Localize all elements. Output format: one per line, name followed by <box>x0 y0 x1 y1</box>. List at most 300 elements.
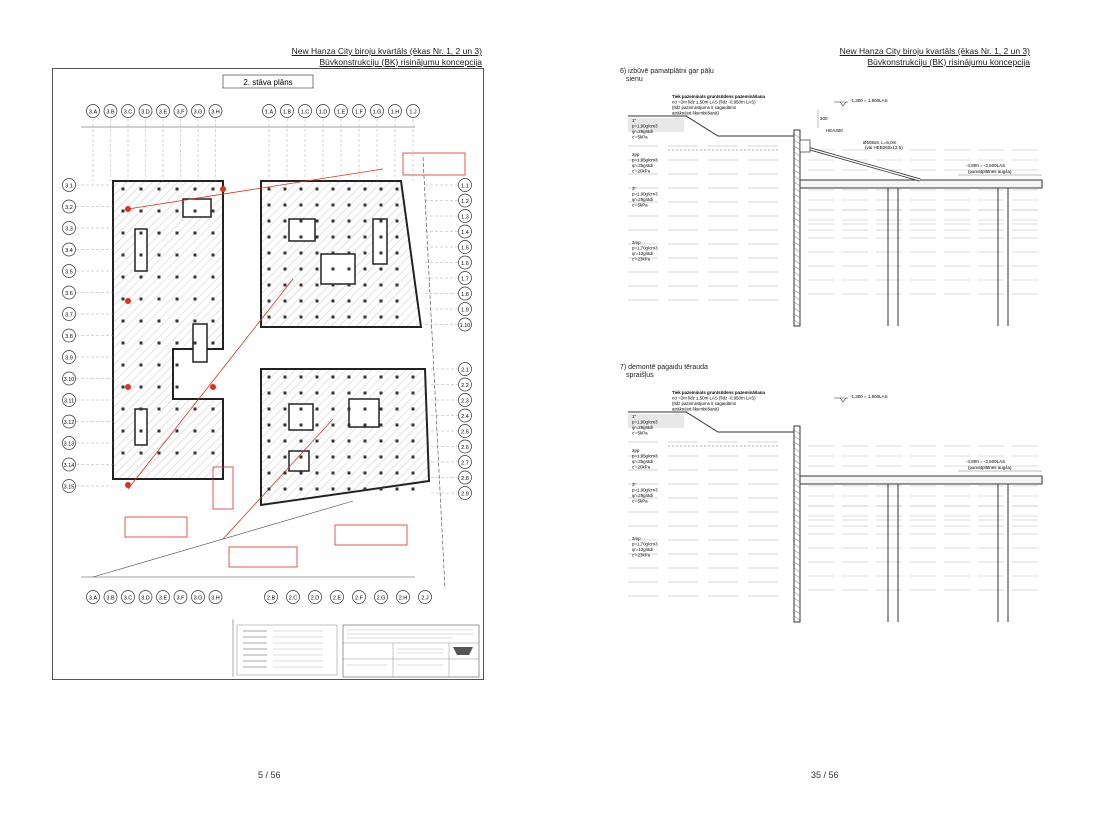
axis-label: 1.9 <box>461 307 469 314</box>
soil-layer-label: p=1,90g/cm3 <box>632 191 658 197</box>
column <box>332 392 335 395</box>
column <box>194 254 197 257</box>
column <box>316 472 319 475</box>
column <box>212 298 215 301</box>
column <box>396 188 399 191</box>
column <box>332 268 335 271</box>
column <box>380 456 383 459</box>
column <box>158 320 161 323</box>
axis-label: 3.H <box>211 109 220 116</box>
column <box>380 268 383 271</box>
soil-layer-label: φ'=29grādi <box>632 129 653 134</box>
column <box>284 188 287 191</box>
column <box>316 392 319 395</box>
soil-layer-label: c'=20kPa <box>632 168 651 174</box>
axis-label: 2.6 <box>461 444 469 451</box>
column <box>284 236 287 239</box>
axis-label: 2.2 <box>461 382 469 389</box>
column <box>332 188 335 191</box>
axis-label: 3.E <box>158 595 168 602</box>
header-line-1: New Hanza City biroju kvartāls (ēkas Nr. 1, 2 un 3) <box>291 46 482 56</box>
column <box>396 472 399 475</box>
axis-label: 3.G <box>193 109 203 116</box>
column <box>268 300 271 303</box>
column <box>158 364 161 367</box>
column <box>348 268 351 271</box>
column <box>412 392 415 395</box>
column <box>284 252 287 255</box>
axis-label: 3.11 <box>63 398 75 405</box>
column <box>268 284 271 287</box>
axis-label: 1.7 <box>461 276 469 283</box>
column <box>412 472 415 475</box>
axis-label: 3.4 <box>65 247 73 254</box>
column <box>140 386 143 389</box>
column <box>194 430 197 433</box>
column <box>158 430 161 433</box>
column <box>176 188 179 191</box>
axis-bubble <box>353 591 366 604</box>
axis-bubble <box>287 591 300 604</box>
axis-label: 3.10 <box>63 376 75 383</box>
soil-layer-label: 3mp <box>632 536 641 541</box>
soil-layer-label: p=1,70g/cm3 <box>632 541 658 547</box>
column <box>300 392 303 395</box>
column <box>380 392 383 395</box>
axis-bubble <box>389 105 402 118</box>
column <box>316 300 319 303</box>
column <box>300 220 303 223</box>
axis-label: 3.1 <box>65 183 73 190</box>
soil-layer-label: 2pp <box>632 152 640 157</box>
section-6-drawing <box>608 80 1048 330</box>
axis-bubble <box>122 591 135 604</box>
axis-bubble <box>139 591 152 604</box>
column <box>268 488 271 491</box>
column <box>268 456 271 459</box>
column <box>348 220 351 223</box>
axis-bubble <box>192 591 205 604</box>
axis-bubble <box>63 222 76 235</box>
column <box>284 392 287 395</box>
column <box>122 188 125 191</box>
column <box>176 386 179 389</box>
axis-label: 1.F <box>355 109 363 116</box>
axis-label: 3.G <box>193 595 203 602</box>
column <box>284 220 287 223</box>
legend <box>237 625 337 675</box>
axis-label: 3.A <box>88 595 98 602</box>
column <box>122 298 125 301</box>
axis-bubble <box>459 409 472 422</box>
axis-label: 3.6 <box>65 290 73 297</box>
axis-bubble <box>157 591 170 604</box>
column <box>212 342 215 345</box>
axis-label: 2.F <box>355 595 363 602</box>
column <box>396 220 399 223</box>
column <box>300 252 303 255</box>
column <box>332 204 335 207</box>
column <box>332 220 335 223</box>
soil-layer-label: c'=23kPa <box>632 552 651 558</box>
axis-label: 1.H <box>390 109 400 116</box>
axis-bubble <box>63 351 76 364</box>
axis-bubble <box>459 363 472 376</box>
column <box>140 452 143 455</box>
column <box>176 320 179 323</box>
column <box>176 430 179 433</box>
groundwater-note: (līdz pazeminājums ir sagaidāms <box>672 401 736 406</box>
column <box>194 452 197 455</box>
column <box>380 376 383 379</box>
note-box <box>335 525 407 545</box>
column <box>268 392 271 395</box>
column <box>268 236 271 239</box>
column <box>364 392 367 395</box>
axis-label: 3.H <box>211 595 220 602</box>
column <box>300 284 303 287</box>
axis-label: 2.G <box>376 595 386 602</box>
column <box>194 276 197 279</box>
axis-label: 1.1 <box>461 183 469 190</box>
column <box>348 316 351 319</box>
axis-bubble <box>459 394 472 407</box>
axis-bubble <box>63 200 76 213</box>
column <box>268 408 271 411</box>
column <box>396 236 399 239</box>
dimension-label: 300 <box>820 116 828 121</box>
marker <box>125 384 131 390</box>
axis-bubble <box>459 378 472 391</box>
column <box>300 300 303 303</box>
axis-label: 2.H <box>398 595 408 602</box>
axis-bubble <box>192 105 205 118</box>
column <box>140 364 143 367</box>
section-7-title-line-1: 7) demontē pagaidu tērauda <box>620 364 708 371</box>
axis-bubble <box>63 437 76 450</box>
core <box>289 451 309 471</box>
column <box>140 342 143 345</box>
column <box>212 254 215 257</box>
column <box>194 408 197 411</box>
column <box>380 220 383 223</box>
column <box>380 440 383 443</box>
column <box>158 232 161 235</box>
axis-bubble <box>331 591 344 604</box>
soil-layer-label: 1" <box>632 118 637 123</box>
note-box <box>229 547 297 567</box>
level-bottom-label: -4,800 = -3,600LAS <box>966 163 1006 168</box>
column <box>268 252 271 255</box>
header-line-2: Būvkonstrukciju (BK) risinājumu koncepcija <box>867 56 1030 67</box>
level-bottom-label: -4,800 = -3,600LAS <box>966 459 1006 464</box>
column <box>348 252 351 255</box>
axis-label: 3.F <box>176 109 185 116</box>
column <box>194 298 197 301</box>
axis-bubble <box>353 105 366 118</box>
soil-layer-label: p=1,95g/cm3 <box>632 157 658 163</box>
column <box>284 408 287 411</box>
soil-layer-label: p=1,90g/cm3 <box>632 123 658 129</box>
section-6-title-line-2: sienu <box>626 76 643 83</box>
column <box>348 188 351 191</box>
axis-label: 3.3 <box>65 226 73 233</box>
column <box>140 254 143 257</box>
axis-bubble <box>407 105 420 118</box>
column <box>348 440 351 443</box>
column <box>158 452 161 455</box>
note-box <box>403 153 465 175</box>
column <box>284 316 287 319</box>
column <box>396 284 399 287</box>
column <box>396 204 399 207</box>
axis-label: 1.6 <box>461 260 469 267</box>
column <box>396 392 399 395</box>
axis-label: 3.D <box>141 109 150 116</box>
page-number: 5 / 56 <box>258 770 281 780</box>
column <box>284 488 287 491</box>
axis-bubble <box>375 591 388 604</box>
axis-bubble <box>459 272 472 285</box>
level-bottom-label: (pamatplātnes augša) <box>968 465 1012 470</box>
axis-bubble <box>459 318 472 331</box>
column <box>300 408 303 411</box>
column <box>140 408 143 411</box>
marker <box>210 384 216 390</box>
column <box>212 210 215 213</box>
soil-layer-label: 2pp <box>632 448 640 453</box>
axis-bubble <box>459 194 472 207</box>
column <box>300 316 303 319</box>
groundwater-note: Tiek pazeminats gruntsūdens pazemināšana <box>672 94 765 99</box>
column <box>176 408 179 411</box>
column <box>348 236 351 239</box>
column <box>332 376 335 379</box>
column <box>284 284 287 287</box>
column <box>212 452 215 455</box>
column <box>194 232 197 235</box>
column <box>140 430 143 433</box>
column <box>364 268 367 271</box>
column <box>268 204 271 207</box>
column <box>176 232 179 235</box>
floor-plan-drawing <box>52 68 484 680</box>
column <box>284 376 287 379</box>
column <box>332 284 335 287</box>
axis-bubble <box>397 591 410 604</box>
column <box>396 424 399 427</box>
column <box>332 488 335 491</box>
axis-bubble <box>139 105 152 118</box>
column <box>380 284 383 287</box>
axis-bubble <box>87 105 100 118</box>
axis-bubble <box>459 210 472 223</box>
column <box>332 472 335 475</box>
axis-bubble <box>317 105 330 118</box>
header-line-1: New Hanza City biroju kvartāls (ēkas Nr. 1, 2 un 3) <box>839 46 1030 56</box>
axis-bubble <box>419 591 432 604</box>
foundation-slab <box>800 476 1042 484</box>
axis-label: 2.B <box>266 595 276 602</box>
soil-layer-label: c'=5kPa <box>632 202 648 208</box>
column <box>300 456 303 459</box>
column <box>396 252 399 255</box>
axis-label: 3.C <box>123 109 133 116</box>
column <box>176 210 179 213</box>
column <box>176 254 179 257</box>
axis-label: 2.C <box>288 595 298 602</box>
axis-bubble <box>104 591 117 604</box>
column <box>364 316 367 319</box>
column <box>364 472 367 475</box>
axis-bubble <box>263 105 276 118</box>
building-2-slab <box>261 369 429 505</box>
column <box>396 300 399 303</box>
column <box>122 342 125 345</box>
floor-plan-svg <box>53 69 483 679</box>
column <box>316 440 319 443</box>
soil-layer-label: φ'=12grādi <box>632 251 653 256</box>
column <box>380 316 383 319</box>
column <box>364 440 367 443</box>
axis-bubble <box>104 105 117 118</box>
axis-bubble <box>459 179 472 192</box>
column <box>176 342 179 345</box>
axis-bubble <box>174 105 187 118</box>
soil-layer-label: 1" <box>632 414 637 419</box>
column <box>348 488 351 491</box>
column <box>316 220 319 223</box>
column <box>364 236 367 239</box>
column <box>300 440 303 443</box>
level-bottom-label: (pamatplātnes augša) <box>968 169 1012 174</box>
axis-label: 2.7 <box>461 460 469 467</box>
core <box>183 199 211 217</box>
axis-label: 1.G <box>372 109 382 116</box>
column <box>380 408 383 411</box>
column <box>380 188 383 191</box>
column <box>364 204 367 207</box>
column <box>332 252 335 255</box>
column <box>140 276 143 279</box>
column <box>348 456 351 459</box>
axis-bubble <box>209 591 222 604</box>
column <box>194 320 197 323</box>
column <box>316 284 319 287</box>
marker <box>125 298 131 304</box>
column <box>212 408 215 411</box>
axis-label: 3.9 <box>65 355 73 362</box>
column <box>122 210 125 213</box>
axis-bubble <box>459 225 472 238</box>
column <box>158 386 161 389</box>
level-top-label: -1,300 = 1,900LAS <box>850 98 888 103</box>
axis-label: 2.E <box>332 595 342 602</box>
axis-label: 2.4 <box>461 413 469 420</box>
note-box <box>125 517 187 537</box>
axis-bubble <box>63 286 76 299</box>
section-6-title-line-1: 6) izbūvē pamatplātni gar pāļu <box>620 68 714 75</box>
title-block <box>343 625 479 677</box>
axis-label: 2.D <box>310 595 320 602</box>
axis-label: 1.3 <box>461 214 469 221</box>
axis-bubble <box>63 308 76 321</box>
core <box>373 219 387 264</box>
axis-bubble <box>63 329 76 342</box>
column <box>300 236 303 239</box>
axis-label: 2.J <box>421 595 429 602</box>
strut-label: Ø508x9, L=6,0m <box>863 140 897 145</box>
column <box>158 408 161 411</box>
soil-layer-label: c'=5kPa <box>632 498 648 504</box>
column <box>176 452 179 455</box>
axis-bubble <box>157 105 170 118</box>
soil-layer-label: c'=20kPa <box>632 464 651 470</box>
strut-label: (vai HEB260x12.5) <box>865 145 903 150</box>
column <box>316 188 319 191</box>
soil-layer-label: φ'=29grādi <box>632 197 653 202</box>
column <box>412 408 415 411</box>
soil-layer-label: φ'=29grādi <box>632 425 653 430</box>
axis-label: 3.15 <box>63 484 75 491</box>
column <box>348 204 351 207</box>
column <box>316 204 319 207</box>
column <box>348 424 351 427</box>
column <box>300 204 303 207</box>
column <box>122 430 125 433</box>
column <box>122 232 125 235</box>
axis-bubble <box>281 105 294 118</box>
legend-frame <box>237 625 337 675</box>
axis-label: 3.12 <box>63 419 75 426</box>
column <box>396 440 399 443</box>
column <box>268 440 271 443</box>
column <box>212 430 215 433</box>
axis-label: 1.A <box>264 109 274 116</box>
column <box>140 210 143 213</box>
column <box>212 232 215 235</box>
column <box>332 456 335 459</box>
core <box>135 409 147 445</box>
column <box>348 408 351 411</box>
axis-label: 1.E <box>336 109 346 116</box>
column <box>300 472 303 475</box>
column <box>396 376 399 379</box>
axis-label: 3.B <box>106 595 115 602</box>
axis-bubble <box>459 487 472 500</box>
axis-label: 3.F <box>176 595 185 602</box>
column <box>380 424 383 427</box>
column <box>412 424 415 427</box>
groundwater-note: (līdz pazeminājums ir sagaidāms <box>672 105 736 110</box>
axis-bubble <box>209 105 222 118</box>
column <box>122 254 125 257</box>
column <box>348 376 351 379</box>
column <box>316 424 319 427</box>
column <box>284 424 287 427</box>
axis-bubble <box>63 480 76 493</box>
site-boundary <box>423 157 445 589</box>
column <box>122 386 125 389</box>
groundwater-note: atrāknējot šķembēšanā) <box>672 110 719 116</box>
column <box>268 424 271 427</box>
axis-bubble <box>459 425 472 438</box>
column <box>212 188 215 191</box>
core <box>349 399 379 427</box>
column <box>412 376 415 379</box>
column <box>300 424 303 427</box>
column <box>396 456 399 459</box>
